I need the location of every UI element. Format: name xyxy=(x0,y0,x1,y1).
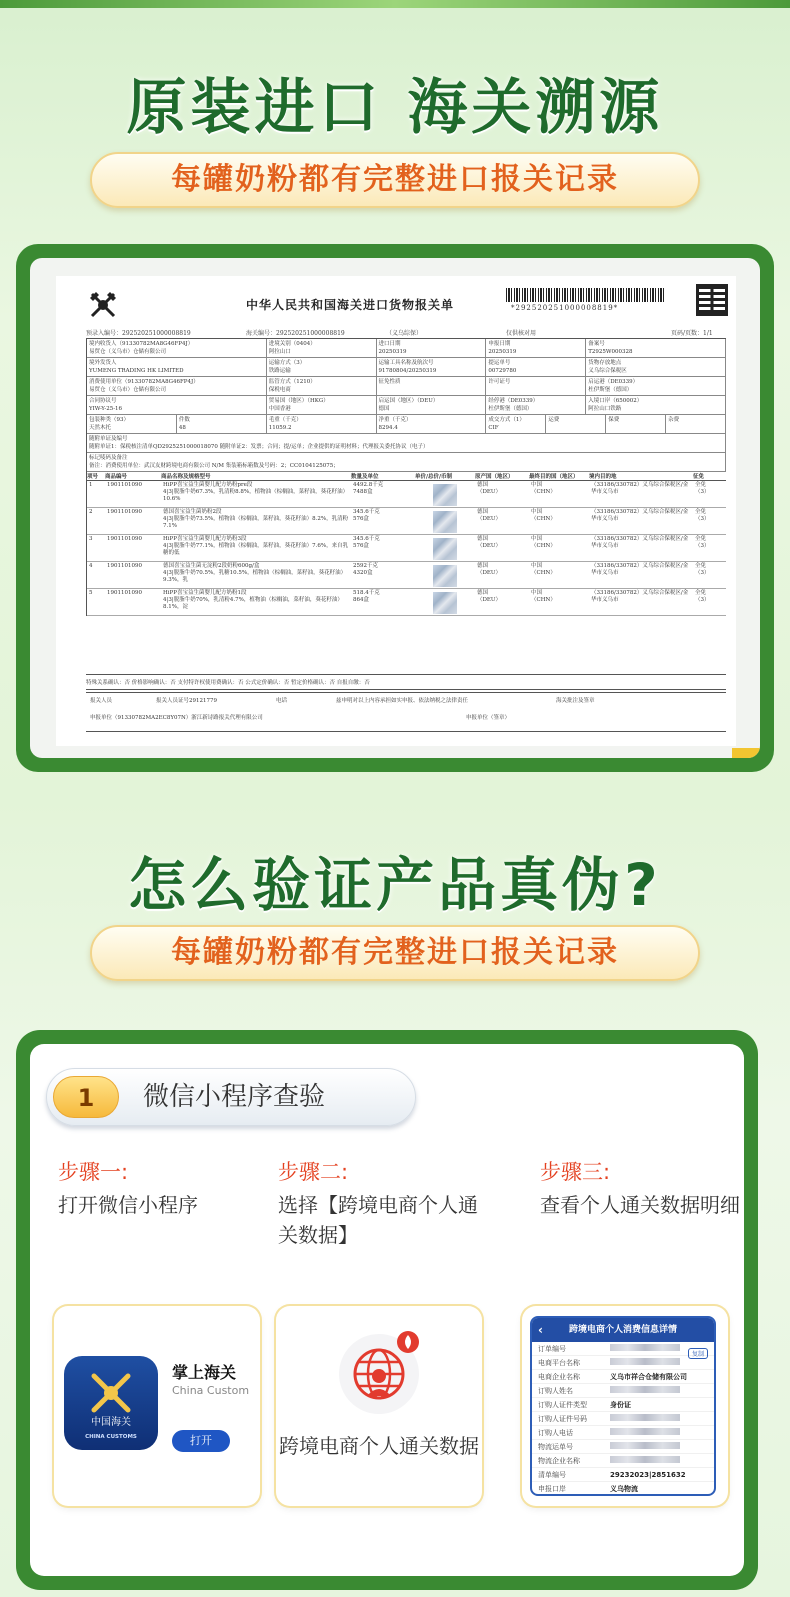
goods-origin-code: （DEU） xyxy=(477,570,502,576)
detail-row xyxy=(532,1356,714,1370)
step-3-desc: 查看个人通关数据明细 xyxy=(540,1193,740,1217)
phone-screen xyxy=(530,1316,716,1496)
detail-key: 电商平台名称 xyxy=(538,1358,580,1367)
gross-label: 毛重（千克） xyxy=(268,417,302,423)
pieces: 48 xyxy=(178,425,186,431)
goods-domestic: （33186/330782）义乌综合保税区/金华市义乌市 xyxy=(591,482,689,495)
blurred-price-icon xyxy=(433,565,457,587)
print-note: 仅供核对用 xyxy=(506,330,537,337)
goods-spec: 4|3|脱脂牛奶70%，乳清粉4.7%，植物油（棕榈油，菜籽油，葵花籽油）8.1%，淀 xyxy=(163,597,343,610)
goods-dest-code: （CHN） xyxy=(531,489,556,495)
goods-domestic: （33186/330782）义乌综合保税区/金华市义乌市 xyxy=(591,536,689,549)
method-label: 微信小程序查验 xyxy=(143,1082,326,1112)
goods-origin-code: （DEU） xyxy=(477,489,502,495)
net-label: 净重（千克） xyxy=(378,417,412,423)
detail-row xyxy=(532,1412,714,1426)
goods-dest-code: （CHN） xyxy=(531,597,556,603)
detail-row xyxy=(532,1454,714,1468)
storage: 义乌综合保税区 xyxy=(588,368,627,374)
goods-dest-code: （CHN） xyxy=(531,570,556,576)
record-no: T2925W000328 xyxy=(588,349,633,355)
goods-row xyxy=(87,562,726,589)
step-3 xyxy=(540,1156,740,1220)
ship-country: 德国 xyxy=(378,406,390,412)
goods-row xyxy=(87,589,726,616)
marks-remark: 备注：消费使用单位：武汉友财跨境电商有限公司 N/M 集装箱标箱数及号码：2；CC0104125075； xyxy=(89,463,339,469)
goods-spec: 4|3|脱脂牛奶73.5%，植物油（棕榈油，菜籽油，葵花籽油）8.2%，乳清粉7.1% xyxy=(163,516,349,529)
ship-country-label: 启运国（地区）（DEU） xyxy=(378,398,439,404)
blurred-price-icon xyxy=(433,511,457,533)
supervision: 保税电商 xyxy=(268,387,291,393)
verify-card xyxy=(16,1030,758,1590)
goods-tax-code: （3） xyxy=(695,489,710,495)
goods-name: 德国喜宝益生菌无淀粉2段奶粉600g/盒 xyxy=(163,563,260,569)
net-weight: 8294.4 xyxy=(378,425,398,431)
detail-row xyxy=(532,1482,714,1496)
deal-label: 成交方式（1） xyxy=(488,417,525,423)
app-badge-cn: 中国海关 xyxy=(91,1417,131,1428)
agent-seal: 申报单位（签章） xyxy=(466,715,511,721)
step-2-title: 步骤二: xyxy=(278,1160,349,1184)
blurred-value-icon xyxy=(610,1456,680,1463)
goods-domestic: （33186/330782）义乌综合保税区/金华市义乌市 xyxy=(591,509,689,522)
package: 天然木托 xyxy=(89,425,112,431)
goods-dest: 中国 xyxy=(531,563,543,569)
deal-method: CIF xyxy=(488,425,499,431)
import-date-label: 进口日期 xyxy=(378,341,401,347)
goods-spec: 4|3|脱脂牛奶67.3%，乳清粉8.8%，植物油（棕榈油，菜籽油，葵花籽油）10.6% xyxy=(163,489,349,502)
goods-qty: 345.6千克 xyxy=(353,509,380,515)
goods-qty: 2592千克 xyxy=(353,563,378,569)
goods-qty: 345.6千克 xyxy=(353,536,380,542)
app-tile[interactable] xyxy=(54,1306,260,1506)
blurred-value-icon xyxy=(610,1358,680,1365)
method-bar xyxy=(46,1068,416,1126)
package-label: 包装种类（93） xyxy=(89,417,129,423)
overseas-label: 境外发货人 xyxy=(89,360,117,366)
agent: 申报单位（91330782MA2EC8Y07N）浙江新诗路报关代理有限公司 xyxy=(90,715,263,721)
customs-doc-card xyxy=(16,244,774,772)
entry-customs: 阿拉山口 xyxy=(268,349,291,355)
goods-origin: 德国 xyxy=(477,482,489,488)
headline-import-trace: 原装进口 海关溯源 xyxy=(126,73,664,143)
global-user-icon xyxy=(336,1330,422,1416)
detail-row xyxy=(532,1468,714,1482)
blurred-price-icon xyxy=(433,484,457,506)
detail-value: 义乌市祥合仓储有限公司 xyxy=(610,1372,687,1381)
goods-tax-code: （3） xyxy=(695,543,710,549)
goods-tax: 全免 xyxy=(695,482,707,488)
back-arrow-icon[interactable]: ‹ xyxy=(538,1323,543,1337)
goods-tax-code: （3） xyxy=(695,597,710,603)
freight-label: 运费 xyxy=(546,415,606,433)
customs-emblem-icon xyxy=(86,288,120,322)
goods-code: 1901101090 xyxy=(107,590,142,596)
consignee: 易贸仓（义乌市）仓储有限公司 xyxy=(89,349,167,355)
marks-label: 标记唛码及备注 xyxy=(89,455,128,461)
goods-code: 1901101090 xyxy=(107,536,142,542)
detail-key: 电商企业名称 xyxy=(538,1372,580,1381)
origin-port: 杜伊斯堡（德国） xyxy=(588,387,633,393)
blurred-value-icon xyxy=(610,1344,680,1351)
phone-title: 跨境电商个人消费信息详情 xyxy=(568,1325,677,1335)
goods-origin: 德国 xyxy=(477,509,489,515)
goods-origin: 德国 xyxy=(477,563,489,569)
step-1-desc: 打开微信小程序 xyxy=(58,1193,198,1217)
consumer: 易贸仓（义乌市）仓储有限公司 xyxy=(89,387,167,393)
step-2 xyxy=(278,1156,488,1250)
contract: YIW-Y-25-16 xyxy=(89,406,123,412)
goods-dest-code: （CHN） xyxy=(531,516,556,522)
goods-col-domestic: 境内目的地 xyxy=(589,474,617,480)
goods-domestic: （33186/330782）义乌综合保税区/金华市义乌市 xyxy=(591,590,689,603)
bill: 00729780 xyxy=(488,368,517,374)
detail-key: 订购人证件号码 xyxy=(538,1414,587,1423)
goods-qty-boxes: 864盒 xyxy=(353,597,369,603)
goods-dest: 中国 xyxy=(531,590,543,596)
detail-row xyxy=(532,1342,714,1356)
attach-docs: 随附单证1：保税核注清单QD2925251000018070 随附单证2：发票；合同；提/运单；企业提供的证明材料；代理报关委托协议（电子） xyxy=(89,444,429,450)
goods-domestic: （33186/330782）义乌综合保税区/金华市义乌市 xyxy=(591,563,689,576)
goods-no: 1 xyxy=(89,482,93,488)
detail-key: 订购人证件类型 xyxy=(538,1400,587,1409)
goods-col-tax: 征免 xyxy=(693,474,705,480)
doc-title: 中华人民共和国海关进口货物报关单 xyxy=(246,298,455,312)
goods-code: 1901101090 xyxy=(107,563,142,569)
goods-col-dest: 最终目的国（地区） xyxy=(529,474,579,480)
detail-key: 订购人姓名 xyxy=(538,1386,573,1395)
goods-qty: 4492.8千克 xyxy=(353,482,384,488)
goods-no: 3 xyxy=(89,536,93,542)
declarant-label: 报关人员 xyxy=(90,698,113,704)
bill-label: 提运单号 xyxy=(488,360,511,366)
phone-label: 电话 xyxy=(276,698,288,704)
goods-tax: 全免 xyxy=(695,536,707,542)
tax-label: 征免性质 xyxy=(378,379,401,385)
blurred-value-icon xyxy=(610,1428,680,1435)
goods-row xyxy=(87,508,726,535)
detail-value: 义乌物流 xyxy=(610,1484,638,1493)
blurred-value-icon xyxy=(610,1386,680,1393)
consignee-label: 境内收货人（91330782MA8G46FP4J） xyxy=(89,341,194,347)
goods-qty-boxes: 576盒 xyxy=(353,543,369,549)
import-date: 20250319 xyxy=(378,349,407,355)
goods-origin-code: （DEU） xyxy=(477,543,502,549)
trade-country: 中国香港 xyxy=(268,406,291,412)
app-name: 掌上海关 xyxy=(172,1363,237,1382)
detail-row xyxy=(532,1426,714,1440)
goods-name: HiPP喜宝益生菌婴儿配方奶粉1段 xyxy=(163,590,247,596)
goods-qty: 518.4千克 xyxy=(353,590,380,596)
copy-button[interactable]: 复制 xyxy=(688,1348,708,1359)
declarant-no: 报关人员证号29121779 xyxy=(156,698,217,704)
goods-origin-code: （DEU） xyxy=(477,597,502,603)
goods-dest: 中国 xyxy=(531,536,543,542)
storage-label: 货物存放地点 xyxy=(588,360,622,366)
goods-row xyxy=(87,481,726,508)
goods-col-code: 商品编号 xyxy=(105,474,128,480)
goods-no: 4 xyxy=(89,563,93,569)
detail-rows xyxy=(532,1342,714,1496)
goods-code: 1901101090 xyxy=(107,509,142,515)
detail-row xyxy=(532,1440,714,1454)
headline-verify: 怎么验证产品真伪? xyxy=(128,851,662,919)
customs-no: 海关编号：292520251000008819 xyxy=(246,330,345,337)
customs-doc-inner xyxy=(30,258,760,758)
via-port: 杜伊斯堡（德国） xyxy=(488,406,533,412)
misc-label: 杂费 xyxy=(666,415,726,433)
goods-col-price: 单价/总价/币制 xyxy=(415,474,453,480)
goods-origin-code: （DEU） xyxy=(477,516,502,522)
consumer-label: 消费使用单位（91330782MA8G46FP4J） xyxy=(89,379,199,385)
goods-table-header xyxy=(87,472,726,481)
goods-no: 5 xyxy=(89,590,93,596)
goods-origin: 德国 xyxy=(477,590,489,596)
detail-key: 订单编号 xyxy=(538,1344,566,1353)
detail-row xyxy=(532,1398,714,1412)
verify-inner xyxy=(30,1044,744,1576)
open-app-button[interactable]: 打开 xyxy=(172,1430,230,1452)
blurred-price-icon xyxy=(433,538,457,560)
entry-port-label: 入境口岸（650002） xyxy=(588,398,643,404)
china-customs-app-icon xyxy=(64,1356,158,1450)
entry-port: 阿拉山口铁路 xyxy=(588,406,622,412)
doc-confirm-row: 特殊关系确认：否 价格影响确认：否 支付特许权使用费确认：否 公式定价确认：否 暂定价格确认：否 自报自缴：否 xyxy=(86,674,726,690)
goods-col-qty: 数量及单位 xyxy=(351,474,379,480)
attach-label: 随附单证及编号 xyxy=(89,436,128,442)
subtitle-pill-2: 每罐奶粉都有完整进口报关记录 xyxy=(90,925,700,981)
detail-row xyxy=(532,1370,714,1384)
goods-col-origin: 原产国（地区） xyxy=(475,474,514,480)
detail-key: 清单编号 xyxy=(538,1470,566,1479)
goods-table-body xyxy=(87,481,726,616)
goods-dest: 中国 xyxy=(531,509,543,515)
method-number-badge: 1 xyxy=(53,1076,119,1118)
goods-col-name: 商品名称及规格型号 xyxy=(161,474,211,480)
top-decor-strip xyxy=(0,0,790,8)
doc-sign-area xyxy=(86,692,726,732)
goods-tax-code: （3） xyxy=(695,570,710,576)
transport-label: 运输方式（3） xyxy=(268,360,306,366)
entry-customs-label: 进境关别（0404） xyxy=(268,341,316,347)
detail-key: 物流企业名称 xyxy=(538,1456,580,1465)
step-1-title: 步骤一: xyxy=(58,1160,129,1184)
barcode-icon xyxy=(506,288,666,302)
detail-tile xyxy=(522,1306,728,1506)
goods-name: HiPP喜宝益生菌婴儿配方奶粉pre段 xyxy=(163,482,253,488)
app-badge-en: CHINA CUSTOMS xyxy=(85,1434,137,1440)
goods-origin: 德国 xyxy=(477,536,489,542)
declare-date: 20250319 xyxy=(488,349,517,355)
page-number: 页码/页数：1/1 xyxy=(671,330,713,337)
pre-entry-no: 预录入编号：292520251000008819 xyxy=(86,330,191,337)
customs-declaration-form xyxy=(56,276,736,746)
cbec-data-tile[interactable] xyxy=(276,1306,482,1506)
record-label: 备案号 xyxy=(588,341,605,347)
overseas-shipper: YUMENG TRADING HK LIMITED xyxy=(89,368,184,374)
goods-name: HiPP喜宝益生菌婴儿配方奶粉3段 xyxy=(163,536,247,542)
transport: 铁路运输 xyxy=(268,368,291,374)
customs-remark: 海关批注及签章 xyxy=(556,698,595,704)
vehicle-label: 运输工具名称及航次号 xyxy=(378,360,434,366)
detail-value: 身份证 xyxy=(610,1400,631,1409)
goods-no: 2 xyxy=(89,509,93,515)
step-3-title: 步骤三: xyxy=(540,1160,611,1184)
barcode-number: *292520251000008819* xyxy=(511,304,619,312)
blurred-value-icon xyxy=(610,1442,680,1449)
license-label: 许可证号 xyxy=(488,379,511,385)
goods-spec: 4|3|脱脂牛奶77.1%，植物油（棕榈油，菜籽油，葵花籽油）7.6%，来自乳糖的低 xyxy=(163,543,349,556)
goods-tax: 全免 xyxy=(695,563,707,569)
declare-date-label: 申报日期 xyxy=(488,341,511,347)
goods-tax-code: （3） xyxy=(695,516,710,522)
detail-value: 29232023|2851632 xyxy=(610,1470,686,1479)
goods-qty-boxes: 576盒 xyxy=(353,516,369,522)
blurred-value-icon xyxy=(610,1414,680,1421)
port-tag: （义乌综保） xyxy=(386,330,423,337)
step-1 xyxy=(58,1156,198,1220)
pieces-label: 件数 xyxy=(178,417,190,423)
goods-code: 1901101090 xyxy=(107,482,142,488)
detail-row xyxy=(532,1384,714,1398)
insurance-label: 保费 xyxy=(606,415,666,433)
supervision-label: 监管方式（1210） xyxy=(268,379,316,385)
phone-header xyxy=(532,1318,714,1342)
goods-dest: 中国 xyxy=(531,482,543,488)
goods-tax: 全免 xyxy=(695,509,707,515)
step-2-desc: 选择【跨境电商个人通关数据】 xyxy=(278,1193,478,1247)
detail-key: 订购人电话 xyxy=(538,1428,573,1437)
trade-country-label: 贸易国（地区）（HKG） xyxy=(268,398,329,404)
goods-qty-boxes: 7488盒 xyxy=(353,489,373,495)
vehicle: 91780804/20250319 xyxy=(378,368,437,374)
app-subtitle: China Custom xyxy=(172,1384,250,1397)
goods-row xyxy=(87,535,726,562)
detail-key: 申报口岸 xyxy=(538,1484,566,1493)
goods-dest-code: （CHN） xyxy=(531,543,556,549)
via-port-label: 经停港（DE0339） xyxy=(488,398,539,404)
blurred-price-icon xyxy=(433,592,457,614)
doc-corner-decor xyxy=(732,748,760,758)
detail-key: 物流运单号 xyxy=(538,1442,573,1451)
goods-col-no: 项号 xyxy=(87,474,99,480)
cbec-label: 跨境电商个人通关数据 xyxy=(279,1434,479,1458)
goods-qty-boxes: 4320盒 xyxy=(353,570,373,576)
legal-statement: 兹申明对以上内容承担如实申报、依法纳税之法律责任 xyxy=(336,698,469,704)
qr-code-icon xyxy=(696,284,728,316)
goods-tax: 全免 xyxy=(695,590,707,596)
goods-spec: 4|3|脱脂牛奶70.5%，乳糖10.5%，植物油（棕榈油，菜籽油，葵花籽油）9.3%，乳 xyxy=(163,570,347,583)
goods-name: 德国喜宝益生菌奶粉2段 xyxy=(163,509,222,515)
doc-header-table xyxy=(86,338,726,616)
origin-port-label: 启运港（DE0339） xyxy=(588,379,639,385)
contract-label: 合同协议号 xyxy=(89,398,117,404)
subtitle-pill-1: 每罐奶粉都有完整进口报关记录 xyxy=(90,152,700,208)
gross-weight: 11059.2 xyxy=(268,425,292,431)
